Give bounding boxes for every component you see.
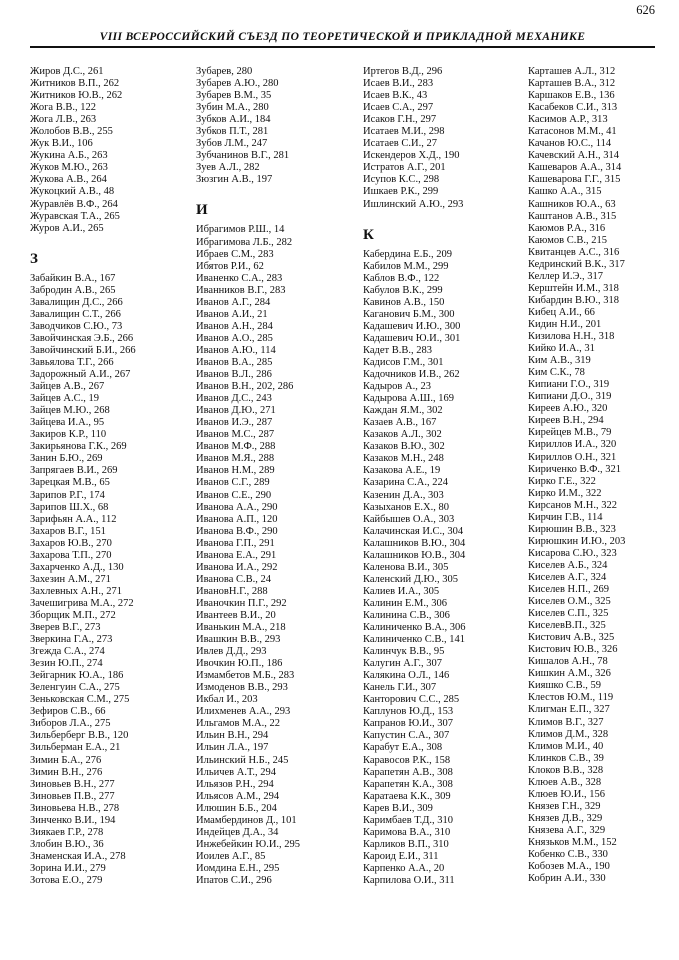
index-entry: Калашников Ю.В., 304 (363, 549, 466, 561)
index-entry: Климов М.И., 40 (528, 740, 604, 752)
index-entry: Кистович А.В., 325 (528, 632, 615, 644)
index-entry: Завалищин С.Т., 266 (30, 308, 121, 320)
index-entry: Ивашкин В.В., 293 (196, 634, 281, 646)
index-entry: Киселев О.М., 325 (528, 596, 611, 608)
index-entry: Киселев Н.П., 269 (528, 584, 609, 596)
index-entry: Кистович Ю.В., 326 (528, 644, 618, 656)
index-entry: Иванов В.Н., 202, 286 (196, 381, 294, 393)
index-entry: Зезин Ю.П., 274 (30, 658, 103, 670)
index-entry: Каримбаев Т.Д., 310 (363, 814, 454, 826)
index-entry: Захлевных А.Н., 271 (30, 585, 122, 597)
index-entry: Захезин А.М., 271 (30, 573, 111, 585)
index-entry: Зимин Б.А., 276 (30, 754, 102, 766)
index-column-4 (528, 66, 625, 885)
index-entry: КиселевВ.П., 325 (528, 620, 606, 632)
index-entry: Инжебейкин Ю.И., 295 (196, 838, 301, 850)
index-entry: Иванов М.Я., 288 (196, 453, 275, 465)
index-entry: Зубков П.Т., 281 (196, 126, 269, 138)
index-entry: Захаров Ю.В., 270 (30, 537, 112, 549)
index-entry: Каратаева К.К., 309 (363, 790, 451, 802)
index-entry: Каюмов Р.А., 316 (528, 222, 606, 234)
index-entry: Каплунов Ю.Д., 153 (363, 706, 454, 718)
index-entry: Заводчиков С.Ю., 73 (30, 320, 123, 332)
index-entry: Зиборов Л.А., 275 (30, 718, 111, 730)
index-entry: Исупов К.С., 298 (363, 174, 440, 186)
index-entry: Зайцев А.В., 267 (30, 381, 105, 393)
index-entry: Зубков А.И., 184 (196, 114, 271, 126)
index-entry: Зубин М.А., 280 (196, 102, 269, 114)
index-entry: Икбал И., 203 (196, 694, 258, 706)
index-entry: Ибрагимова Л.Б., 282 (196, 236, 293, 248)
index-entry: Кирсанов М.Н., 322 (528, 499, 617, 511)
index-entry: Исаев В.И., 283 (363, 78, 434, 90)
index-entry: Кобенко С.В., 330 (528, 849, 608, 861)
index-entry: Индейцев Д.А., 34 (196, 826, 279, 838)
index-entry: Каршаков Е.В., 136 (528, 90, 615, 102)
index-entry: Киселев С.П., 325 (528, 608, 609, 620)
index-entry: Канторович С.С., 285 (363, 694, 460, 706)
index-entry: Кипиани Д.О., 319 (528, 391, 612, 403)
index-entry: Жиров Д.С., 261 (30, 66, 104, 77)
index-entry: Иваночкин П.Г., 292 (196, 597, 287, 609)
index-entry: Кавинов А.В., 150 (363, 296, 445, 308)
index-entry: Зюзгин А.В., 197 (196, 174, 273, 186)
index-entry: Казакова А.Е., 19 (363, 465, 441, 477)
index-entry: Ишкаев Р.К., 299 (363, 186, 439, 198)
index-entry: Карев В.И., 309 (363, 802, 433, 814)
index-entry: Кадыров А., 23 (363, 381, 431, 393)
index-entry: Зеленгуин С.А., 275 (30, 682, 120, 694)
index-entry: Кобрин А.И., 330 (528, 873, 606, 885)
index-entry: Киселев А.Б., 324 (528, 559, 608, 571)
index-entry: Житников В.П., 262 (30, 78, 120, 90)
index-entry: Иванов Д.Ю., 271 (196, 405, 276, 417)
index-entry: Жукина А.Б., 263 (30, 150, 108, 162)
index-entry: Иванькин М.А., 218 (196, 622, 286, 634)
index-entry: Ибятов Р.И., 62 (196, 260, 264, 272)
index-entry: Зверев В.Г., 273 (30, 622, 101, 634)
index-entry: Калугин А.Г., 307 (363, 658, 442, 670)
index-entry: Карапетян А.В., 308 (363, 766, 453, 778)
index-entry: Иванов А.Ю., 114 (196, 344, 276, 356)
index-entry: Завалищин Д.С., 266 (30, 296, 123, 308)
index-entry: Каждан Я.М., 302 (363, 405, 443, 417)
index-entry: Князьков М.М., 152 (528, 837, 617, 848)
index-entry: Зайцев А.С., 19 (30, 393, 99, 405)
index-entry: Жолобов В.В., 255 (30, 126, 113, 138)
index-entry: Иванов А.Н., 284 (196, 320, 273, 332)
index-entry: Казаев А.В., 167 (363, 417, 437, 429)
index-entry: Иванова А.П., 120 (196, 513, 278, 525)
index-entry: Иванова Е.А., 291 (196, 549, 277, 561)
index-entry: Кедринский В.К., 317 (528, 258, 625, 270)
index-entry: Забайкин В.А., 167 (30, 272, 116, 284)
index-entry: Иванова В.Ф., 290 (196, 525, 278, 537)
index-entry: Илюшин Б.Б., 204 (196, 802, 277, 814)
index-entry: Зотова Е.О., 279 (30, 875, 103, 886)
index-entry: Касимов А.Р., 313 (528, 114, 608, 126)
index-entry: Кашеварова Г.Г., 315 (528, 174, 621, 186)
index-entry: Истратов А.Г., 201 (363, 162, 446, 174)
running-header-title: VIII ВСЕРОССИЙСКИЙ СЪЕЗД ПО ТЕОРЕТИЧЕСКОЙ И ПРИКЛАДНОЙ МЕХАНИКЕ (99, 31, 586, 43)
index-entry: Качевский А.Н., 314 (528, 150, 619, 162)
index-entry: Канель Г.И., 307 (363, 682, 437, 694)
index-entry: Кибец А.И., 66 (528, 306, 595, 318)
index-entry: Зуев А.Л., 282 (196, 162, 260, 174)
index-entry: Захарова Т.П., 270 (30, 549, 112, 561)
index-entry: Князева А.Г., 329 (528, 824, 606, 836)
index-entry: Калиниченко С.В., 141 (363, 634, 465, 646)
index-entry: Закирьянова Г.К., 269 (30, 441, 127, 453)
index-entry: Каравосов Р.К., 158 (363, 754, 451, 766)
index-entry: Иванов В.А., 285 (196, 356, 273, 368)
index-entry: Каленский Д.Ю., 305 (363, 573, 458, 585)
index-entry: Касабеков С.И., 313 (528, 102, 618, 114)
index-entry: Кириллов О.Н., 321 (528, 451, 617, 463)
index-entry: Зборщик М.П., 272 (30, 609, 116, 621)
index-entry: Карташев В.А., 312 (528, 78, 616, 90)
index-entry: Калиниченко В.А., 306 (363, 622, 466, 634)
index-entry: Клюев Ю.И., 156 (528, 788, 605, 800)
index-entry: Иоилев А.Г., 85 (196, 850, 266, 862)
index-entry: Ильгамов М.А., 22 (196, 718, 280, 730)
index-entry: Казаков А.Л., 302 (363, 429, 442, 441)
index-entry: Ивочкин Ю.П., 186 (196, 658, 283, 670)
index-entry: Исатаев С.И., 27 (363, 138, 437, 150)
index-entry: Иванников В.Г., 283 (196, 284, 286, 296)
section-letter: К (363, 226, 374, 243)
index-entry: Кашников Ю.А., 63 (528, 198, 616, 210)
index-entry: Илихменев А.А., 293 (196, 706, 291, 718)
index-entry: Закиров К.Р., 110 (30, 429, 107, 441)
index-entry: Киселев А.Г., 324 (528, 571, 607, 583)
index-entry: Кидин Н.И., 201 (528, 318, 602, 330)
index-entry: Зиновьева Н.В., 278 (30, 802, 120, 814)
index-entry: Карпилова О.И., 311 (363, 875, 455, 886)
index-entry: Иванов Н.М., 289 (196, 465, 275, 477)
index-entry: Князев Г.Н., 329 (528, 800, 601, 812)
index-column-3 (363, 66, 466, 887)
index-entry: Ивлев Д.Д., 293 (196, 646, 267, 658)
index-entry: Кирко Г.Е., 322 (528, 475, 596, 487)
index-entry: Згежда С.А., 274 (30, 646, 105, 658)
index-entry: Ильичев А.Т., 294 (196, 766, 276, 778)
index-entry: Зачешигрива М.А., 272 (30, 597, 134, 609)
index-entry: Жога Л.В., 263 (30, 114, 97, 126)
index-entry: Катасонов М.М., 41 (528, 126, 617, 138)
index-entry: Зарецкая М.В., 65 (30, 477, 110, 489)
index-entry: Калинина С.В., 306 (363, 609, 450, 621)
index-entry: Клестов Ю.М., 119 (528, 692, 614, 704)
index-entry: Имамбердинов Д., 101 (196, 814, 297, 826)
index-entry: Жога В.В., 122 (30, 102, 96, 114)
index-entry: Ильинский Н.Б., 245 (196, 754, 289, 766)
index-entry: Князев Д.В., 329 (528, 812, 603, 824)
index-entry: Исатаев М.И., 298 (363, 126, 445, 138)
index-entry: Жук В.И., 106 (30, 138, 93, 150)
index-column-2 (196, 66, 300, 887)
index-entry: Калиев И.А., 305 (363, 585, 440, 597)
index-entry: Карликов В.П., 310 (363, 838, 449, 850)
index-entry: Капустин С.А., 307 (363, 730, 450, 742)
index-entry: Иртегов В.Д., 296 (363, 66, 443, 77)
index-entry: Знаменская И.А., 278 (30, 850, 126, 862)
index-entry: Иванов М.Ф., 288 (196, 441, 276, 453)
index-entry: Кириллов И.А., 320 (528, 439, 617, 451)
index-entry: Кадисов Г.М., 301 (363, 356, 444, 368)
index-entry: Керштейн И.М., 318 (528, 282, 619, 294)
index-entry: Зарипов Р.Г., 174 (30, 489, 105, 501)
index-entry: Иванов В.Л., 286 (196, 369, 272, 381)
index-entry: Каблов В.Ф., 122 (363, 272, 440, 284)
index-entry: Казарина С.А., 224 (363, 477, 448, 489)
index-entry: Жуков М.Ю., 263 (30, 162, 108, 174)
index-entry: Клоков В.В., 328 (528, 764, 604, 776)
index-entry: Зубчанинов В.Г., 281 (196, 150, 290, 162)
index-entry: Ильясов А.М., 294 (196, 790, 280, 802)
index-entry: Каленова В.И., 305 (363, 561, 449, 573)
index-entry: Карабут Е.А., 308 (363, 742, 443, 754)
index-entry: Иваненко С.А., 283 (196, 272, 283, 284)
index-entry: Ишлинский А.Ю., 293 (363, 198, 464, 210)
index-entry: Зарипов Ш.Х., 68 (30, 501, 109, 513)
index-entry: Кисарова С.Ю., 323 (528, 547, 617, 559)
index-entry: Искендеров Х.Д., 190 (363, 150, 460, 162)
index-entry: Зубарев, 280 (196, 66, 253, 77)
index-entry: Качанов Ю.С., 114 (528, 138, 612, 150)
index-entry: Каюмов С.В., 215 (528, 234, 607, 246)
index-entry: Задорожный А.И., 267 (30, 369, 131, 381)
index-entry: Кадочников И.В., 262 (363, 369, 460, 381)
index-entry: Климов Д.М., 328 (528, 728, 609, 740)
index-entry: Зиновьев П.В., 277 (30, 790, 115, 802)
index-entry: Кобозев М.А., 190 (528, 861, 610, 873)
index-entry: Кияшко С.В., 59 (528, 680, 601, 692)
index-entry: Клигман Е.П., 327 (528, 704, 610, 716)
index-entry: Киреев В.Н., 294 (528, 415, 604, 427)
index-entry: Карапетян К.А., 308 (363, 778, 453, 790)
index-entry: Казаков М.Н., 248 (363, 453, 444, 465)
index-entry: Ипатов С.И., 296 (196, 875, 272, 886)
index-entry: Квитанцев А.С., 316 (528, 246, 620, 258)
index-entry: Кишалов А.Н., 78 (528, 656, 608, 668)
index-entry: Кашеваров А.А., 314 (528, 162, 622, 174)
index-entry: Зимин В.Н., 276 (30, 766, 103, 778)
index-entry: Зейгарник Ю.А., 186 (30, 670, 124, 682)
index-entry: Ильязов Р.Н., 294 (196, 778, 274, 790)
index-entry: Иванов А.И., 21 (196, 308, 268, 320)
index-entry: Кароид Е.И., 311 (363, 850, 439, 862)
index-entry: Зарифьян А.А., 112 (30, 513, 117, 525)
index-entry: Казенин Д.А., 303 (363, 489, 444, 501)
index-entry: Ким С.К., 78 (528, 367, 585, 379)
index-entry: Казыханов Е.Х., 80 (363, 501, 449, 513)
index-entry: Исаев В.К., 43 (363, 90, 428, 102)
index-entry: Иванов И.Э., 287 (196, 417, 273, 429)
index-entry: Захарченко А.Д., 130 (30, 561, 124, 573)
index-entry: Кирюшкин И.Ю., 203 (528, 535, 626, 547)
section-letter: И (196, 202, 208, 219)
index-entry: Кашко А.А., 315 (528, 186, 602, 198)
index-entry: Кизилова Н.Н., 318 (528, 331, 615, 343)
index-entry: Иванов М.С., 287 (196, 429, 275, 441)
index-entry: Клюев А.В., 328 (528, 776, 602, 788)
index-entry: Кибардин В.Ю., 318 (528, 294, 619, 306)
index-entry: Калинчук В.В., 95 (363, 646, 445, 658)
index-entry: Журавская Т.А., 265 (30, 210, 120, 222)
index-entry: Исаков Г.Н., 297 (363, 114, 437, 126)
index-entry: Зильберман Е.А., 21 (30, 742, 121, 754)
index-entry: Зеньковская С.М., 275 (30, 694, 130, 706)
index-entry: Каганович Б.М., 300 (363, 308, 455, 320)
index-entry: Ивантеев В.И., 20 (196, 609, 276, 621)
index-entry: Запрягаев В.И., 269 (30, 465, 118, 477)
index-entry: Измоденов В.В., 293 (196, 682, 288, 694)
index-entry: Каштанов А.В., 315 (528, 210, 617, 222)
index-entry: Кипиани Г.О., 319 (528, 379, 610, 391)
index-entry: Измамбетов М.Б., 283 (196, 670, 295, 682)
index-entry: Карташев А.Л., 312 (528, 66, 616, 77)
index-entry: Жукова А.В., 264 (30, 174, 107, 186)
index-entry: Исаев С.А., 297 (363, 102, 434, 114)
index-entry: Иванов Д.С., 243 (196, 393, 272, 405)
index-entry: Ильин Л.А., 197 (196, 742, 269, 754)
index-entry: Злобин В.Ю., 36 (30, 838, 104, 850)
index-entry: Кирко И.М., 322 (528, 487, 602, 499)
index-entry: Климов В.Г., 327 (528, 716, 604, 728)
index-entry: ИвановН.Г., 288 (196, 585, 268, 597)
index-entry: Иванова И.А., 292 (196, 561, 278, 573)
index-entry: Ким А.В., 319 (528, 355, 591, 367)
index-entry: Зубарев А.Ю., 280 (196, 78, 279, 90)
index-entry: Кирюшин В.В., 323 (528, 523, 616, 535)
index-entry: Кабилов М.М., 299 (363, 260, 449, 272)
page-number: 626 (636, 3, 655, 17)
index-entry: Клинков С.В., 39 (528, 752, 604, 764)
index-entry: Иванов А.О., 285 (196, 332, 273, 344)
index-entry: Журавлёв В.Ф., 264 (30, 198, 118, 210)
index-entry: Капранов Ю.И., 307 (363, 718, 453, 730)
index-entry: Келлер И.Э., 317 (528, 270, 604, 282)
index-entry: Кирейцев М.В., 79 (528, 427, 612, 439)
index-entry: Зубов Л.М., 247 (196, 138, 268, 150)
index-entry: Ибрагимов Р.Ш., 14 (196, 224, 285, 236)
running-header (30, 20, 655, 48)
index-entry: Зильберберг В.В., 120 (30, 730, 129, 742)
index-entry: Калачинская И.С., 304 (363, 525, 464, 537)
index-entry: Зинченко В.И., 194 (30, 814, 116, 826)
index-entry: Кабердина Е.Б., 209 (363, 248, 453, 260)
index-entry: Кириченко В.Ф., 321 (528, 463, 622, 475)
index-entry: Кадет В.В., 283 (363, 344, 432, 356)
index-entry: Иванова Г.П., 291 (196, 537, 275, 549)
index-column-1 (30, 66, 136, 887)
index-entry: Иванова А.А., 290 (196, 501, 278, 513)
index-entry: Киреев А.Ю., 320 (528, 403, 608, 415)
index-entry: Калашников В.Ю., 304 (363, 537, 466, 549)
index-entry: Зайцев М.Ю., 268 (30, 405, 110, 417)
index-entry: Зайцева И.А., 95 (30, 417, 105, 429)
index-entry: Иомдина Е.Н., 295 (196, 862, 280, 874)
index-entry: Житников Ю.В., 262 (30, 90, 123, 102)
index-entry: Иванов С.Г., 289 (196, 477, 270, 489)
index-entry: Кадырова А.Ш., 169 (363, 393, 454, 405)
index-entry: Зиновьев В.Н., 277 (30, 778, 115, 790)
index-entry: Завойчинская Э.Б., 266 (30, 332, 134, 344)
index-entry: Зверкина Г.А., 273 (30, 634, 113, 646)
index-entry: Ибраев С.М., 283 (196, 248, 274, 260)
index-entry: Ильин В.Н., 294 (196, 730, 269, 742)
index-entry: Карпенко А.А., 20 (363, 862, 445, 874)
index-entry: Завойчинский Б.И., 266 (30, 344, 136, 356)
index-entry: Жукоцкий А.В., 48 (30, 186, 115, 198)
index-entry: Зорина И.И., 279 (30, 862, 106, 874)
index-entry: Иванов С.Е., 290 (196, 489, 272, 501)
index-entry: Кабулов В.К., 299 (363, 284, 443, 296)
index-entry: Иванова С.В., 24 (196, 573, 272, 585)
index-entry: Журов А.И., 265 (30, 222, 104, 234)
index-entry: Кадашевич И.Ю., 300 (363, 320, 461, 332)
index-entry: Кишкин А.М., 326 (528, 668, 611, 680)
index-entry: Зефиров С.В., 66 (30, 706, 106, 718)
index-entry: Зубарев В.М., 35 (196, 90, 272, 102)
index-entry: Каримова В.А., 310 (363, 826, 451, 838)
index-entry: Кайбышев О.А., 303 (363, 513, 455, 525)
section-letter: З (30, 250, 38, 267)
index-entry: Калякина О.Л., 146 (363, 670, 450, 682)
index-entry: Кадашевич Ю.И., 301 (363, 332, 461, 344)
index-entry: Кийко И.А., 31 (528, 343, 595, 355)
index-entry: Забродин А.В., 265 (30, 284, 116, 296)
index-entry: Завьялова Т.Г., 266 (30, 356, 114, 368)
index-entry: Казаков В.Ю., 302 (363, 441, 445, 453)
index-entry: Занин Б.Ю., 269 (30, 453, 103, 465)
index-entry: Кирчин Г.В., 114 (528, 511, 603, 523)
index-entry: Калинин Е.М., 306 (363, 597, 447, 609)
index-entry: Зиякаев Г.Р., 278 (30, 826, 104, 838)
index-entry: Захаров В.Г., 151 (30, 525, 106, 537)
index-entry: Иванов А.Г., 284 (196, 296, 271, 308)
